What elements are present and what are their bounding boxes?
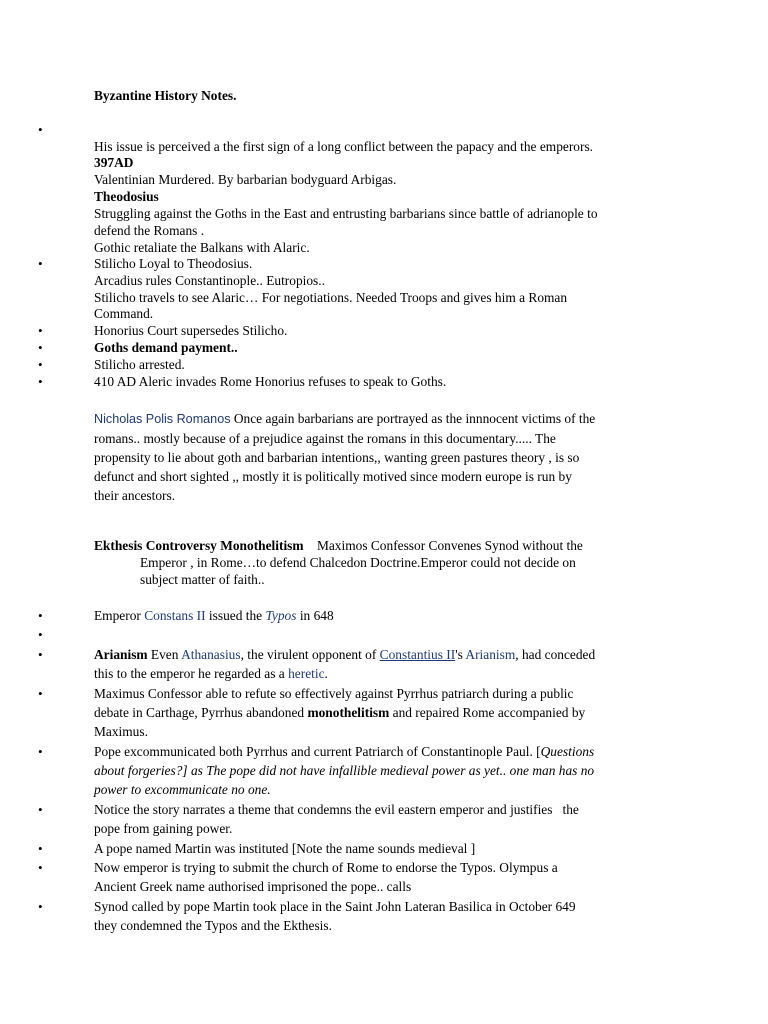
text-span: Once again barbarians are portrayed as the innnocent victims of the xyxy=(230,411,596,426)
text-span: , had conceded xyxy=(515,647,596,662)
bullet: • xyxy=(38,744,43,759)
arianism-link[interactable]: Arianism xyxy=(465,647,516,662)
text-span: and repaired Rome accompanied by xyxy=(389,705,586,720)
text-line: 410 AD Aleric invades Rome Honorius refuses to speak to Goths. xyxy=(94,374,447,389)
text-line: Stilicho travels to see Alaric… For negotiations. Needed Troops and gives him a Roman xyxy=(94,290,568,305)
text-line: Now emperor is trying to submit the church of Rome to endorse the Typos. Olympus a xyxy=(94,860,558,875)
bullet: • xyxy=(38,899,43,914)
typos-link[interactable]: Typos xyxy=(265,608,297,623)
text-line: His issue is perceived a the first sign of a long conflict between the papacy and the emperors. xyxy=(94,139,594,154)
text-line: romans.. mostly because of a prejudice against the romans in this documentary..... The xyxy=(94,431,556,446)
text-line: Stilicho Loyal to Theodosius. xyxy=(94,256,253,271)
bullet: • xyxy=(38,256,43,271)
bullet: • xyxy=(38,841,43,856)
italic-line: about forgeries?] as The pope did not have infallible medieval power as yet.. one man has no xyxy=(94,763,595,778)
bullet: • xyxy=(38,323,43,338)
text-line: propensity to lie about goth and barbarian intentions,, wanting green pastures theory , is so xyxy=(94,450,580,465)
text-span: Maximos Confessor Convenes Synod without the xyxy=(303,538,583,553)
constantius-link[interactable]: Constantius II xyxy=(379,647,456,662)
text-line: Honorius Court supersedes Stilicho. xyxy=(94,323,288,338)
text-line: Ancient Greek name authorised imprisoned the pope.. calls xyxy=(94,879,412,894)
bullet: • xyxy=(38,860,43,875)
italic-line: power to excommunicate no one. xyxy=(94,782,271,797)
text-line xyxy=(94,666,694,683)
text-line: subject matter of faith.. xyxy=(140,572,265,587)
text-line: Maximus Confessor able to refute so effectively against Pyrrhus patriarch during a public xyxy=(94,686,574,701)
ekthesis-heading: Ekthesis Controversy Monothelitism xyxy=(94,538,304,553)
text-span: . xyxy=(324,666,328,681)
bullet: • xyxy=(38,608,43,623)
text-span: debate in Carthage, Pyrrhus abandoned xyxy=(94,705,308,720)
bullet: • xyxy=(38,374,43,389)
nicholas-paragraph xyxy=(94,409,694,505)
text-line xyxy=(94,647,694,664)
text-span: issued the xyxy=(205,608,266,623)
bullet: • xyxy=(38,686,43,701)
italic-text: Questions xyxy=(540,744,595,759)
text-span: Emperor xyxy=(94,608,145,623)
text-line: Maximus. xyxy=(94,724,148,739)
text-span: 's xyxy=(455,647,466,662)
text-span: this to the emperor he regarded as a xyxy=(94,666,289,681)
text-line: they condemned the Typos and the Ekthesis. xyxy=(94,918,332,933)
text-line xyxy=(94,538,694,555)
text-line xyxy=(94,608,694,625)
text-line: defunct and short sighted ,, mostly it is politically motived since modern europe is run by xyxy=(94,469,572,484)
bullet: • xyxy=(38,647,43,662)
text-span: Pope excommunicated both Pyrrhus and current Patriarch of Constantinople Paul. [ xyxy=(94,744,541,759)
name-heading: Theodosius xyxy=(94,189,159,204)
text-line: Struggling against the Goths in the East and entrusting barbarians since battle of adrianople to xyxy=(94,206,598,221)
text-line: Valentinian Murdered. By barbarian bodyguard Arbigas. xyxy=(94,172,397,187)
author-name: Nicholas Polis Romanos xyxy=(94,412,231,426)
text-line xyxy=(94,705,694,722)
text-line: pope from gaining power. xyxy=(94,821,233,836)
text-span: Even xyxy=(147,647,182,662)
bullet: • xyxy=(38,122,43,137)
heretic-link[interactable]: heretic xyxy=(288,666,325,681)
text-line: A pope named Martin was instituted [Note the name sounds medieval ] xyxy=(94,841,476,856)
constans-link[interactable]: Constans II xyxy=(144,608,206,623)
document-title: Byzantine History Notes. xyxy=(94,88,237,103)
text-line: Synod called by pope Martin took place in the Saint John Lateran Basilica in October 649 xyxy=(94,899,576,914)
text-line xyxy=(94,409,694,429)
bullet: • xyxy=(38,357,43,372)
athanasius-link[interactable]: Athanasius xyxy=(181,647,241,662)
bold-term: monothelitism xyxy=(307,705,390,720)
text-line: defend the Romans . xyxy=(94,223,205,238)
text-line: Gothic retaliate the Balkans with Alaric. xyxy=(94,240,310,255)
text-span: , the virulent opponent of xyxy=(240,647,380,662)
bullet: • xyxy=(38,627,43,642)
year-heading: 397AD xyxy=(94,155,134,170)
text-line xyxy=(94,744,694,761)
text-line: Goths demand payment.. xyxy=(94,340,238,355)
text-line: Command. xyxy=(94,306,154,321)
text-line: their ancestors. xyxy=(94,488,176,503)
text-span: in 648 xyxy=(296,608,334,623)
text-line: Arcadius rules Constantinople.. Eutropios.. xyxy=(94,273,325,288)
text-line: Stilicho arrested. xyxy=(94,357,185,372)
bullet: • xyxy=(38,340,43,355)
text-line: Notice the story narrates a theme that condemns the evil eastern emperor and justifies the xyxy=(94,802,579,817)
bold-term: Arianism xyxy=(94,647,148,662)
bullet: • xyxy=(38,802,43,817)
text-line: Emperor , in Rome…to defend Chalcedon Doctrine.Emperor could not decide on xyxy=(140,555,576,570)
